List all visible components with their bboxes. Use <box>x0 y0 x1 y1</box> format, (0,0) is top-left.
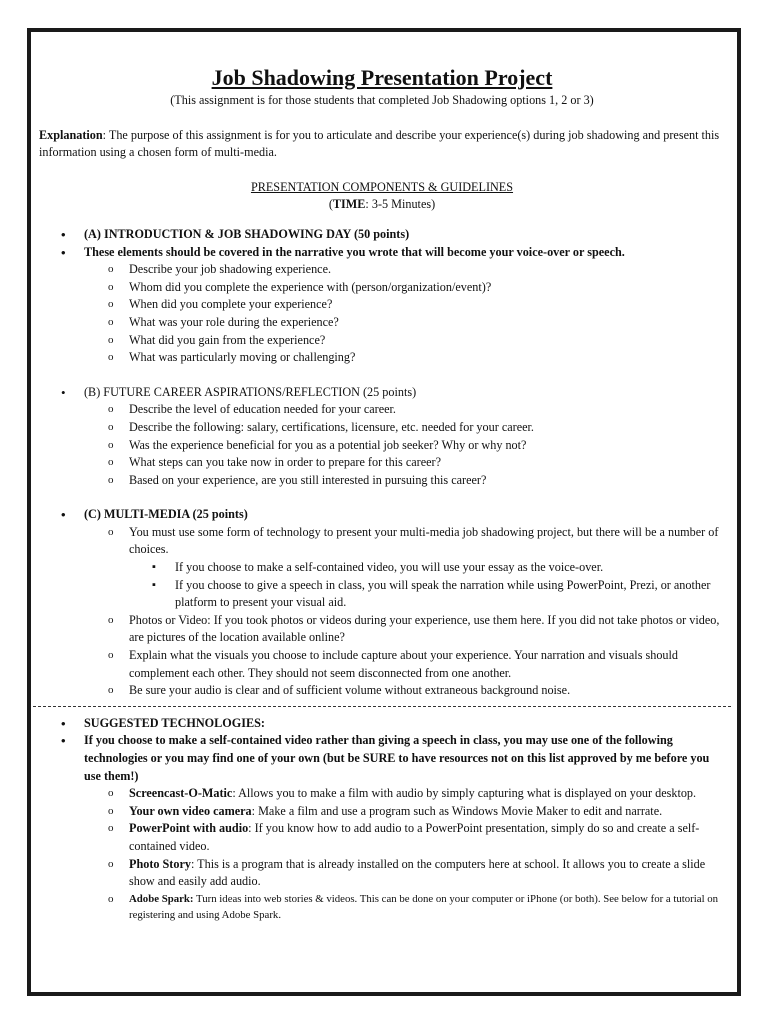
tool-desc: : Allows you to make a film with audio by simply capturing what is displayed on your desktop. <box>232 786 697 801</box>
list-item: o Be sure your audio is clear and of sufficient volume without extraneous background noise. <box>39 682 725 700</box>
tool-name: Screencast-O-Matic <box>129 786 233 801</box>
suggested-heading: • SUGGESTED TECHNOLOGIES: <box>39 715 725 733</box>
page-subtitle: (This assignment is for those students that completed Job Shadowing options 1, 2 or 3) <box>170 93 594 107</box>
components-heading: PRESENTATION COMPONENTS & GUIDELINES <box>250 179 514 194</box>
list-item: o When did you complete your experience? <box>39 296 725 314</box>
suggested-note: • If you choose to make a self-contained video rather than giving a speech in class, you may use one of the following technologies or you may find one of your own (but be SURE to have resources not on this list approved by me before you use them!) <box>39 732 725 785</box>
list-item <box>39 820 725 855</box>
list-item: o Describe your job shadowing experience. <box>39 261 725 279</box>
list-item: o What was particularly moving or challenging? <box>39 349 725 367</box>
list-item: o Describe the level of education needed for your career. <box>39 401 725 419</box>
section-b <box>39 384 725 490</box>
list-item: o You must use some form of technology to present your multi-media job shadowing project, but there will be a number of choices. <box>39 524 725 559</box>
list-item: o Based on your experience, are you still interested in pursuing this career? <box>39 472 725 490</box>
list-item: o What did you gain from the experience? <box>39 332 725 350</box>
time-line: (TIME: 3-5 Minutes) <box>328 197 436 212</box>
sub-list-item: ▪ If you choose to give a speech in class, you will speak the narration while using PowerPoint, Prezi, or another platform to present your visual aid. <box>39 577 725 612</box>
list-item: o Was the experience beneficial for you as a potential job seeker? Why or why not? <box>39 437 725 455</box>
list-item <box>39 803 725 821</box>
tool-name: Adobe Spark: <box>129 892 194 905</box>
tool-name: Photo Story <box>129 856 191 871</box>
section-a-heading: • (A) INTRODUCTION & JOB SHADOWING DAY (50 points) <box>39 226 725 244</box>
list-item: o Whom did you complete the experience with (person/organization/event)? <box>39 279 725 297</box>
list-item: o What was your role during the experience? <box>39 314 725 332</box>
explanation-text: : The purpose of this assignment is for you to articulate and describe your experience(s) during job shadowing and present this information using a chosen form of multi-media. <box>39 127 720 160</box>
dashed-divider <box>33 706 731 707</box>
list-item: o Photos or Video: If you took photos or videos during your experience, use them here. If you did not take photos or video, are pictures of the location available online? <box>39 612 725 647</box>
suggested-technologies <box>39 715 725 923</box>
explanation-label: Explanation <box>39 127 103 142</box>
list-item <box>39 856 725 891</box>
document-body <box>39 64 725 923</box>
tool-desc: Turn ideas into web stories & videos. This can be done on your computer or iPhone (or both). See below for a tutorial on registering and using Adobe Spark. <box>129 892 719 921</box>
section-b-heading: • (B) FUTURE CAREER ASPIRATIONS/REFLECTION (25 points) <box>39 384 725 402</box>
section-c-heading: • (C) MULTI-MEDIA (25 points) <box>39 506 725 524</box>
tool-desc: : This is a program that is already installed on the computers here at school. It allows you to create a slide show and easily add audio. <box>129 856 706 889</box>
explanation-paragraph <box>39 127 725 162</box>
time-label: TIME <box>332 197 366 212</box>
tool-desc: : If you know how to add audio to a PowerPoint presentation, simply do so and create a self-contained video. <box>129 821 700 853</box>
list-item <box>39 785 725 803</box>
list-item <box>39 891 725 923</box>
time-value: : 3-5 Minutes) <box>365 197 436 212</box>
sub-list-item: ▪ If you choose to make a self-contained video, you will use your essay as the voice-over. <box>39 559 725 577</box>
list-item: o Explain what the visuals you choose to include capture about your experience. Your narration and visuals should complement each other. They should not seem disconnected from one another. <box>39 647 725 682</box>
page-title: Job Shadowing Presentation Project <box>211 65 553 90</box>
tool-desc: : Make a film and use a program such as Windows Movie Maker to edit and narrate. <box>251 803 663 818</box>
tool-name: Your own video camera <box>129 803 252 818</box>
section-c <box>39 506 725 700</box>
section-a <box>39 226 725 367</box>
tool-name: PowerPoint with audio <box>129 821 249 836</box>
list-item: o What steps can you take now in order to prepare for this career? <box>39 454 725 472</box>
list-item: o Describe the following: salary, certifications, licensure, etc. needed for your career. <box>39 419 725 437</box>
section-a-note: • These elements should be covered in the narrative you wrote that will become your voice-over or speech. <box>39 244 725 262</box>
